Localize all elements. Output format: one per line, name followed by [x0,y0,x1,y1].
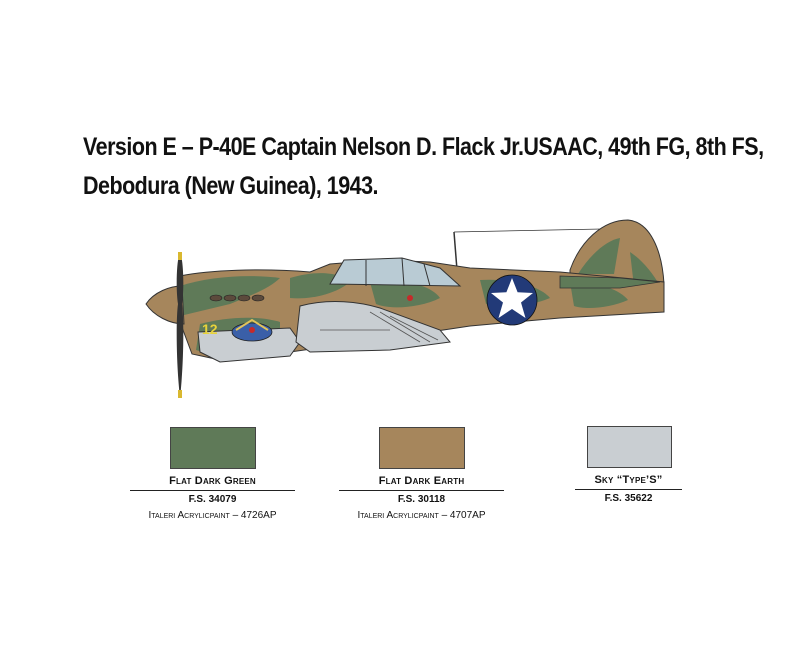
color-divider [575,489,682,490]
title-line-1: Version E – P-40E Captain Nelson D. Flack Jr.USAAC, 49th FG, 8th FS, [83,133,764,161]
page-title [83,128,764,206]
nose-number: 12 [202,321,218,337]
fs-code: F.S. 30118 [397,494,446,505]
paint-reference [339,510,504,521]
canopy [330,258,460,286]
fs-code: F.S. 34079 [188,494,237,505]
color-divider [339,490,504,491]
color-swatch-flat-dark-earth [379,427,465,469]
usaac-star-roundel [487,275,537,325]
paint-brand: Italeri Acrylicpaint [148,510,230,521]
paint-code: – 4707AP [441,510,486,521]
paint-reference [130,510,295,521]
color-name: Sky “Type’S” [594,474,663,486]
color-name: Flat Dark Green [169,475,256,487]
paint-brand: Italeri Acrylicpaint [357,510,439,521]
propeller [177,252,184,398]
fs-code: F.S. 35622 [604,493,653,504]
color-divider [130,490,295,491]
color-swatch-sky-type-s [587,426,672,468]
color-name: Flat Dark Earth [378,475,465,487]
p40e-aircraft-profile [140,212,670,402]
paint-code: – 4726AP [232,510,277,521]
color-swatch-flat-dark-green [170,427,256,469]
title-line-2: Debodura (New Guinea), 1943. [83,172,378,200]
